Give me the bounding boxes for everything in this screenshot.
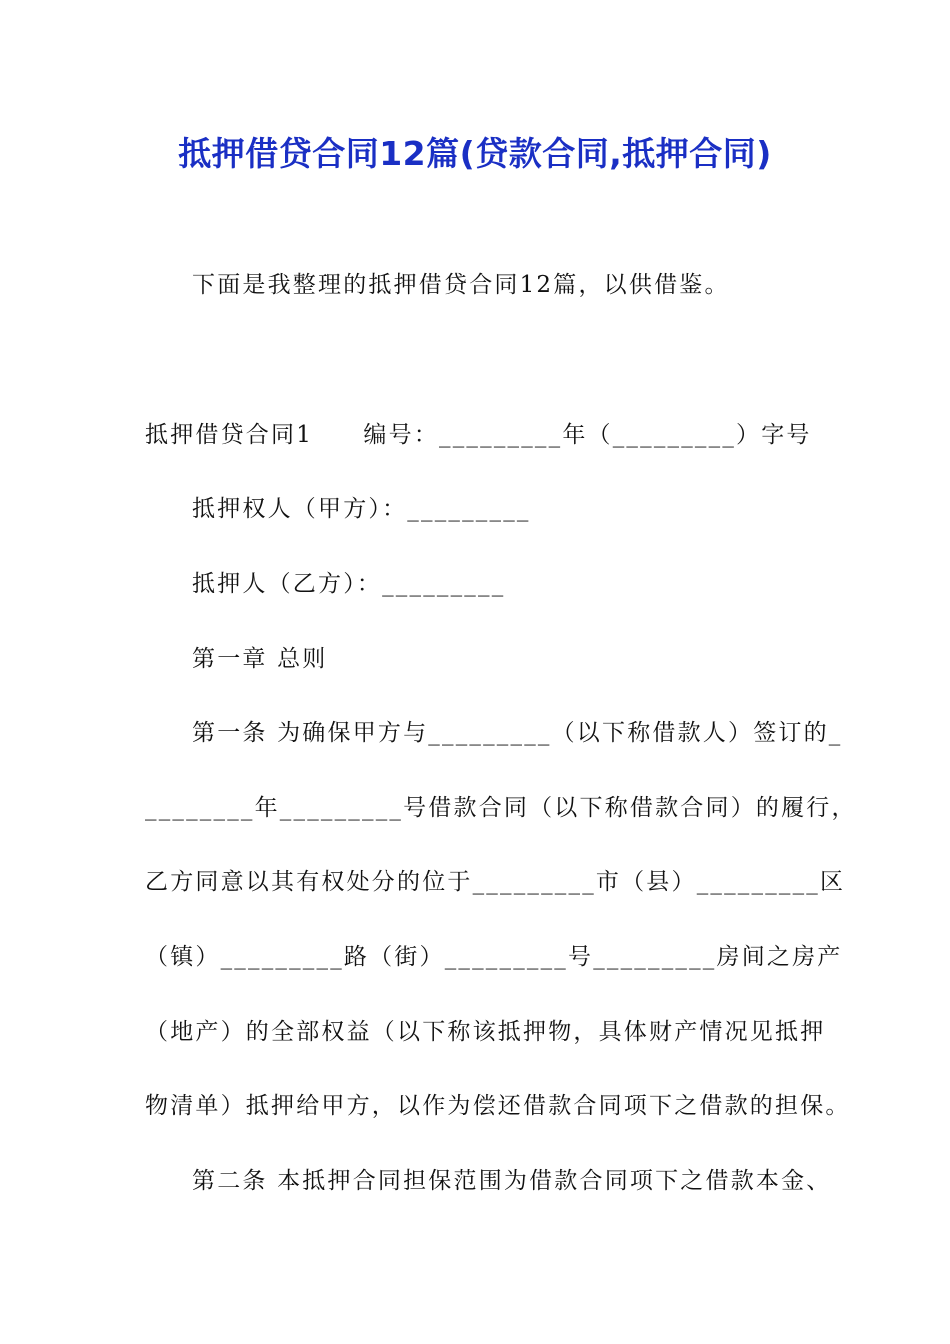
contract-heading-line: 抵押借贷合同1 编号：_________年（_________）字号: [145, 422, 812, 448]
intro-paragraph: 下面是我整理的抵押借贷合同12篇，以供借鉴。: [192, 272, 730, 298]
article-1-line-2: ________年_________号借款合同（以下称借款合同）的履行，: [145, 795, 857, 821]
chapter-heading: 第一章 总则: [192, 646, 328, 672]
article-1-line-3: 乙方同意以其有权处分的位于_________市（县）_________区: [145, 869, 846, 895]
document-title: 抵押借贷合同12篇(贷款合同,抵押合同): [178, 134, 772, 173]
article-1-line-6: 物清单）抵押给甲方，以作为偿还借款合同项下之借款的担保。: [145, 1093, 851, 1119]
article-2-line-1: 第二条 本抵押合同担保范围为借款合同项下之借款本金、: [192, 1168, 832, 1194]
article-1-line-5: （地产）的全部权益（以下称该抵押物，具体财产情况见抵押: [145, 1019, 826, 1045]
mortgagee-line: 抵押权人（甲方）：_________: [192, 496, 531, 522]
mortgagor-line: 抵押人（乙方）：_________: [192, 571, 506, 597]
article-1-line-4: （镇）_________路（街）_________号_________房间之房产: [145, 944, 843, 970]
article-1-line-1: 第一条 为确保甲方与_________（以下称借款人）签订的_: [192, 720, 843, 746]
